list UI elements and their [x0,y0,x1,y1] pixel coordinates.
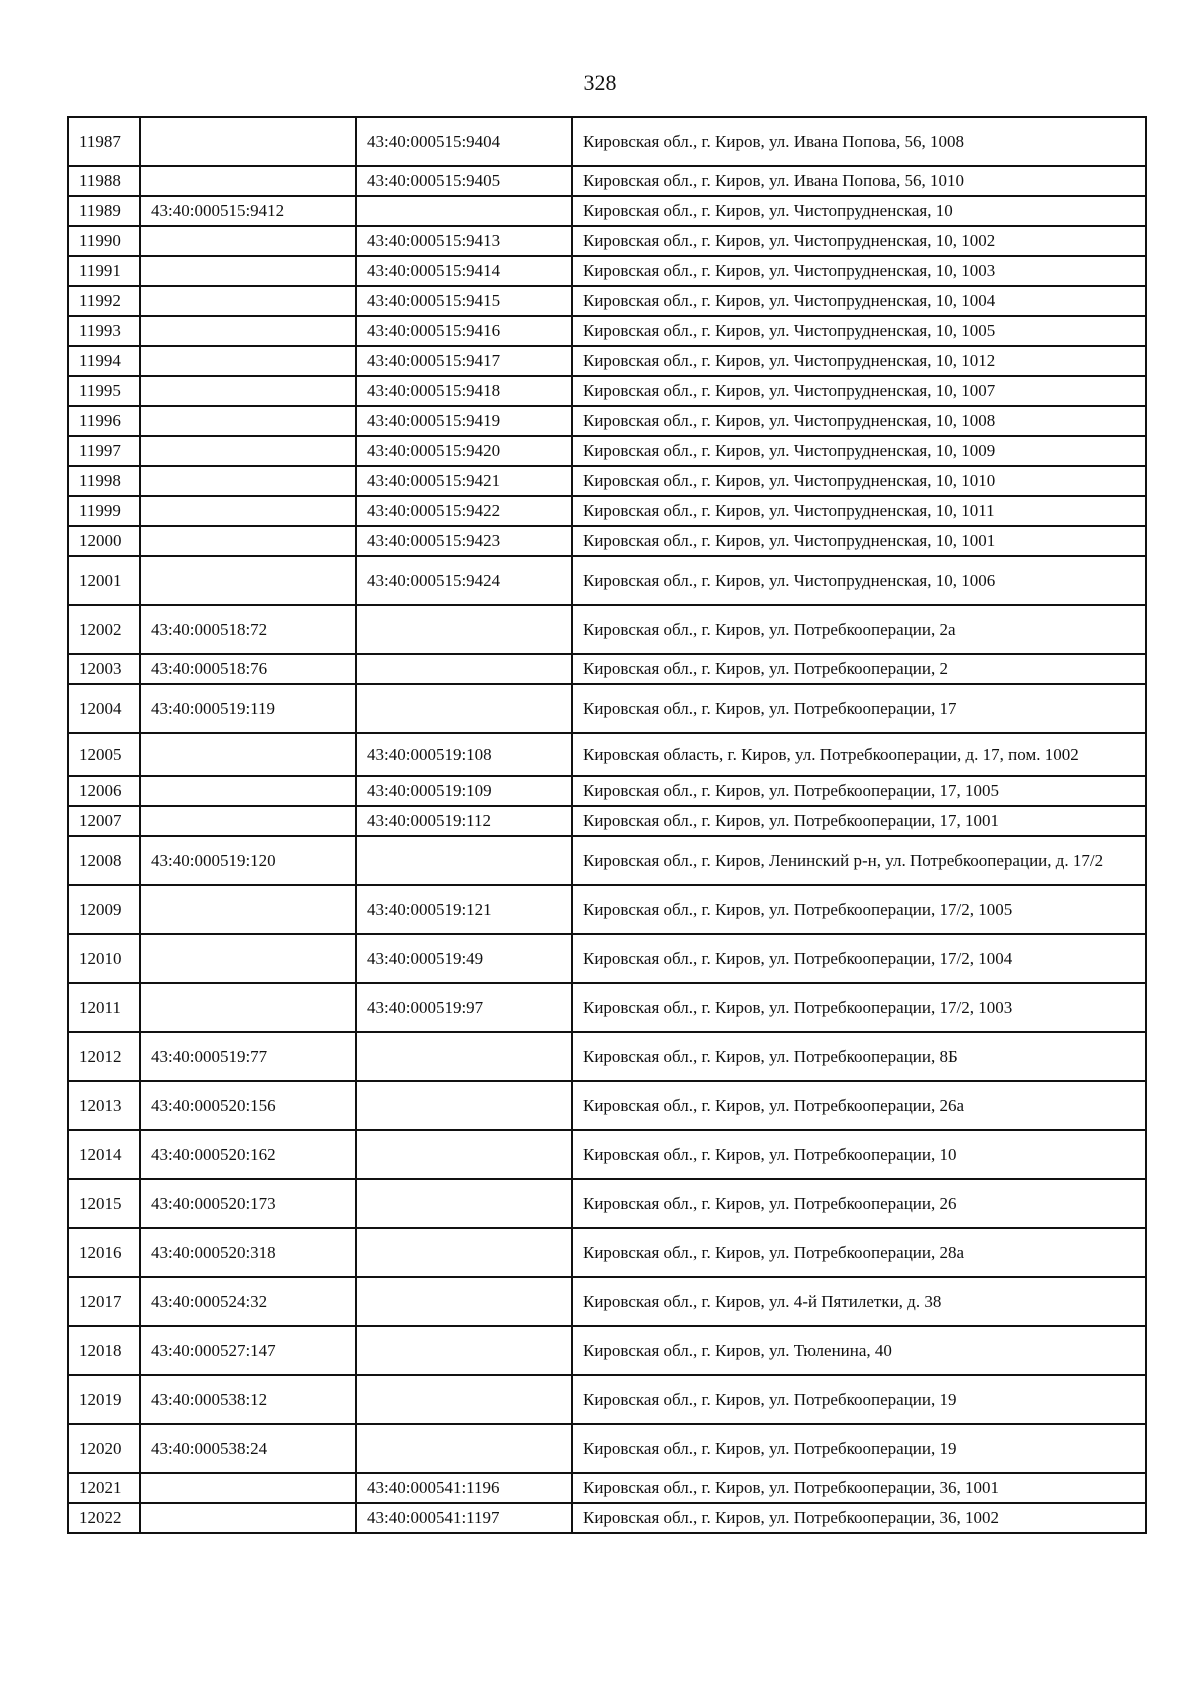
building-number-cell: 43:40:000519:121 [356,885,572,934]
building-number-cell [356,684,572,733]
table-row [68,196,1146,226]
parcel-number-cell [140,406,356,436]
table-row [68,316,1146,346]
building-number-cell: 43:40:000515:9405 [356,166,572,196]
building-number-cell: 43:40:000519:112 [356,806,572,836]
address-cell: Кировская обл., г. Киров, ул. Потребкооперации, 19 [572,1424,1146,1473]
parcel-number-cell [140,526,356,556]
parcel-number-cell [140,316,356,346]
table-row [68,733,1146,776]
row-number-cell: 12005 [68,733,140,776]
row-number-cell: 12007 [68,806,140,836]
row-number-cell: 12003 [68,654,140,684]
table-row [68,526,1146,556]
address-cell: Кировская обл., г. Киров, ул. Потребкооперации, 17 [572,684,1146,733]
building-number-cell [356,1326,572,1375]
row-number-cell: 12022 [68,1503,140,1533]
parcel-number-cell: 43:40:000518:72 [140,605,356,654]
parcel-number-cell [140,436,356,466]
parcel-number-cell: 43:40:000520:156 [140,1081,356,1130]
address-cell: Кировская обл., г. Киров, ул. Потребкооперации, 17, 1005 [572,776,1146,806]
building-number-cell [356,1081,572,1130]
address-cell: Кировская обл., г. Киров, ул. Чистопрудненская, 10, 1004 [572,286,1146,316]
parcel-number-cell [140,556,356,605]
address-cell: Кировская обл., г. Киров, ул. Потребкооперации, 36, 1002 [572,1503,1146,1533]
parcel-number-cell: 43:40:000527:147 [140,1326,356,1375]
table-row [68,1032,1146,1081]
table-row [68,1424,1146,1473]
row-number-cell: 11994 [68,346,140,376]
building-number-cell [356,654,572,684]
table-row [68,166,1146,196]
address-cell: Кировская обл., г. Киров, ул. Тюленина, 40 [572,1326,1146,1375]
table-row [68,776,1146,806]
building-number-cell: 43:40:000519:108 [356,733,572,776]
registry-table [67,116,1147,1534]
parcel-number-cell: 43:40:000519:119 [140,684,356,733]
row-number-cell: 12011 [68,983,140,1032]
row-number-cell: 11989 [68,196,140,226]
table-row [68,885,1146,934]
row-number-cell: 12018 [68,1326,140,1375]
row-number-cell: 12008 [68,836,140,885]
table-row [68,806,1146,836]
parcel-number-cell: 43:40:000520:318 [140,1228,356,1277]
row-number-cell: 12012 [68,1032,140,1081]
row-number-cell: 11997 [68,436,140,466]
building-number-cell: 43:40:000515:9414 [356,256,572,286]
building-number-cell: 43:40:000515:9424 [356,556,572,605]
row-number-cell: 12001 [68,556,140,605]
row-number-cell: 12019 [68,1375,140,1424]
parcel-number-cell [140,934,356,983]
building-number-cell: 43:40:000519:49 [356,934,572,983]
row-number-cell: 12016 [68,1228,140,1277]
address-cell: Кировская обл., г. Киров, ул. Чистопрудненская, 10, 1011 [572,496,1146,526]
table-row [68,983,1146,1032]
address-cell: Кировская обл., г. Киров, ул. Чистопрудненская, 10, 1002 [572,226,1146,256]
table-row [68,836,1146,885]
building-number-cell [356,1032,572,1081]
table-row [68,1326,1146,1375]
building-number-cell [356,196,572,226]
address-cell: Кировская обл., г. Киров, ул. Потребкооперации, 36, 1001 [572,1473,1146,1503]
address-cell: Кировская обл., г. Киров, ул. Потребкооперации, 17/2, 1004 [572,934,1146,983]
parcel-number-cell: 43:40:000520:173 [140,1179,356,1228]
parcel-number-cell: 43:40:000518:76 [140,654,356,684]
building-number-cell: 43:40:000515:9415 [356,286,572,316]
address-cell: Кировская обл., г. Киров, ул. Ивана Попова, 56, 1008 [572,117,1146,166]
parcel-number-cell [140,376,356,406]
table-row [68,436,1146,466]
parcel-number-cell [140,776,356,806]
address-cell: Кировская обл., г. Киров, ул. Потребкооперации, 8Б [572,1032,1146,1081]
row-number-cell: 12010 [68,934,140,983]
page-number: 328 [583,70,617,95]
row-number-cell: 11991 [68,256,140,286]
address-cell: Кировская обл., г. Киров, ул. Потребкооперации, 28а [572,1228,1146,1277]
building-number-cell: 43:40:000541:1196 [356,1473,572,1503]
parcel-number-cell [140,466,356,496]
row-number-cell: 12006 [68,776,140,806]
table-row [68,376,1146,406]
address-cell: Кировская обл., г. Киров, ул. Чистопрудненская, 10 [572,196,1146,226]
row-number-cell: 12009 [68,885,140,934]
row-number-cell: 12004 [68,684,140,733]
row-number-cell: 11995 [68,376,140,406]
building-number-cell: 43:40:000519:109 [356,776,572,806]
address-cell: Кировская обл., г. Киров, ул. Чистопрудненская, 10, 1001 [572,526,1146,556]
parcel-number-cell [140,1473,356,1503]
row-number-cell: 12014 [68,1130,140,1179]
row-number-cell: 12002 [68,605,140,654]
building-number-cell [356,605,572,654]
address-cell: Кировская обл., г. Киров, ул. Потребкооперации, 19 [572,1375,1146,1424]
address-cell: Кировская обл., г. Киров, ул. Чистопрудненская, 10, 1007 [572,376,1146,406]
building-number-cell: 43:40:000515:9420 [356,436,572,466]
building-number-cell: 43:40:000541:1197 [356,1503,572,1533]
address-cell: Кировская обл., г. Киров, ул. Ивана Попова, 56, 1010 [572,166,1146,196]
address-cell: Кировская обл., г. Киров, ул. Чистопрудненская, 10, 1008 [572,406,1146,436]
address-cell: Кировская обл., г. Киров, ул. Потребкооперации, 17/2, 1005 [572,885,1146,934]
table-row [68,256,1146,286]
building-number-cell: 43:40:000515:9423 [356,526,572,556]
address-cell: Кировская обл., г. Киров, ул. Потребкооперации, 2а [572,605,1146,654]
parcel-number-cell [140,256,356,286]
building-number-cell: 43:40:000515:9419 [356,406,572,436]
parcel-number-cell: 43:40:000519:77 [140,1032,356,1081]
address-cell: Кировская обл., г. Киров, ул. Потребкооперации, 17, 1001 [572,806,1146,836]
table-row [68,346,1146,376]
building-number-cell: 43:40:000515:9422 [356,496,572,526]
row-number-cell: 12015 [68,1179,140,1228]
address-cell: Кировская обл., г. Киров, ул. Чистопрудненская, 10, 1010 [572,466,1146,496]
table-row [68,1473,1146,1503]
table-row [68,1179,1146,1228]
table-row [68,934,1146,983]
parcel-number-cell [140,117,356,166]
row-number-cell: 11990 [68,226,140,256]
address-cell: Кировская обл., г. Киров, ул. Чистопрудненская, 10, 1005 [572,316,1146,346]
table-row [68,654,1146,684]
row-number-cell: 12017 [68,1277,140,1326]
table-row [68,286,1146,316]
parcel-number-cell [140,983,356,1032]
row-number-cell: 11998 [68,466,140,496]
table-row [68,226,1146,256]
row-number-cell: 12021 [68,1473,140,1503]
building-number-cell: 43:40:000515:9416 [356,316,572,346]
table-row [68,1375,1146,1424]
building-number-cell [356,1228,572,1277]
address-cell: Кировская обл., г. Киров, ул. Потребкооперации, 2 [572,654,1146,684]
building-number-cell: 43:40:000515:9418 [356,376,572,406]
row-number-cell: 11987 [68,117,140,166]
table-row [68,1277,1146,1326]
table-row [68,466,1146,496]
table-row [68,605,1146,654]
table-row [68,1130,1146,1179]
address-cell: Кировская область, г. Киров, ул. Потребкооперации, д. 17, пом. 1002 [572,733,1146,776]
row-number-cell: 12020 [68,1424,140,1473]
building-number-cell: 43:40:000515:9404 [356,117,572,166]
building-number-cell [356,1179,572,1228]
building-number-cell: 43:40:000519:97 [356,983,572,1032]
building-number-cell: 43:40:000515:9421 [356,466,572,496]
address-cell: Кировская обл., г. Киров, Ленинский р-н, ул. Потребкооперации, д. 17/2 [572,836,1146,885]
parcel-number-cell [140,733,356,776]
parcel-number-cell: 43:40:000538:24 [140,1424,356,1473]
address-cell: Кировская обл., г. Киров, ул. Чистопрудненская, 10, 1012 [572,346,1146,376]
parcel-number-cell: 43:40:000515:9412 [140,196,356,226]
parcel-number-cell [140,885,356,934]
building-number-cell [356,1375,572,1424]
address-cell: Кировская обл., г. Киров, ул. 4-й Пятилетки, д. 38 [572,1277,1146,1326]
parcel-number-cell [140,806,356,836]
building-number-cell [356,1130,572,1179]
parcel-number-cell [140,166,356,196]
table-row [68,496,1146,526]
address-cell: Кировская обл., г. Киров, ул. Потребкооперации, 17/2, 1003 [572,983,1146,1032]
building-number-cell [356,1424,572,1473]
address-cell: Кировская обл., г. Киров, ул. Потребкооперации, 26а [572,1081,1146,1130]
row-number-cell: 11993 [68,316,140,346]
parcel-number-cell: 43:40:000520:162 [140,1130,356,1179]
address-cell: Кировская обл., г. Киров, ул. Чистопрудненская, 10, 1003 [572,256,1146,286]
parcel-number-cell [140,286,356,316]
parcel-number-cell [140,1503,356,1533]
building-number-cell: 43:40:000515:9413 [356,226,572,256]
parcel-number-cell [140,226,356,256]
table-row [68,684,1146,733]
row-number-cell: 11999 [68,496,140,526]
table-row [68,1081,1146,1130]
parcel-number-cell: 43:40:000524:32 [140,1277,356,1326]
table-row [68,406,1146,436]
table-row [68,117,1146,166]
row-number-cell: 12000 [68,526,140,556]
building-number-cell: 43:40:000515:9417 [356,346,572,376]
parcel-number-cell [140,346,356,376]
address-cell: Кировская обл., г. Киров, ул. Чистопрудненская, 10, 1009 [572,436,1146,466]
row-number-cell: 12013 [68,1081,140,1130]
parcel-number-cell: 43:40:000519:120 [140,836,356,885]
row-number-cell: 11996 [68,406,140,436]
row-number-cell: 11988 [68,166,140,196]
table-row [68,1503,1146,1533]
address-cell: Кировская обл., г. Киров, ул. Потребкооперации, 26 [572,1179,1146,1228]
parcel-number-cell: 43:40:000538:12 [140,1375,356,1424]
row-number-cell: 11992 [68,286,140,316]
building-number-cell [356,1277,572,1326]
parcel-number-cell [140,496,356,526]
building-number-cell [356,836,572,885]
address-cell: Кировская обл., г. Киров, ул. Чистопрудненская, 10, 1006 [572,556,1146,605]
table-row [68,556,1146,605]
address-cell: Кировская обл., г. Киров, ул. Потребкооперации, 10 [572,1130,1146,1179]
table-row [68,1228,1146,1277]
